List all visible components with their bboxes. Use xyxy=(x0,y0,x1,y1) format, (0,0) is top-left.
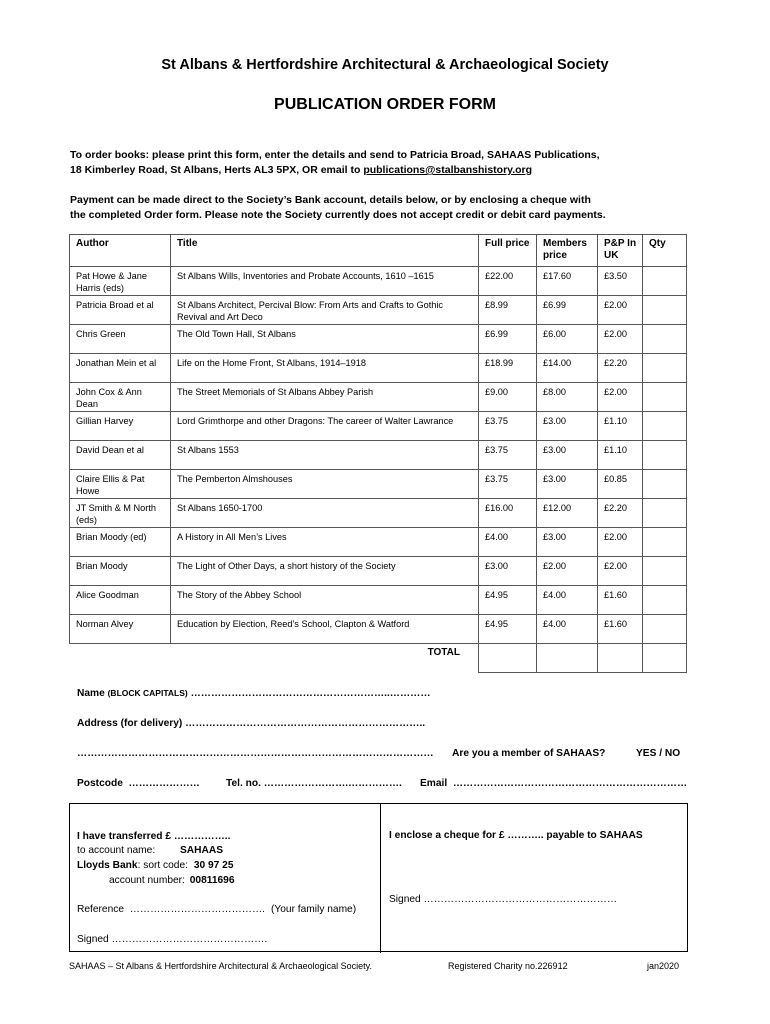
email-link[interactable]: publications@stalbanshistory.org xyxy=(363,164,533,176)
members-price-cell: £12.00 xyxy=(537,499,598,528)
pp-cell: £2.00 xyxy=(598,296,643,325)
full-price-cell: £3.75 xyxy=(479,412,537,441)
members-price-cell: £14.00 xyxy=(537,354,598,383)
pp-cell: £2.00 xyxy=(598,383,643,412)
pp-cell: £2.00 xyxy=(598,325,643,354)
to-account-label: to account name: xyxy=(77,845,156,856)
name-dots: …………………………………………………..………… xyxy=(190,688,431,699)
header-members-price: Members price xyxy=(537,235,598,267)
email-label: Email xyxy=(420,778,448,789)
table-header-row xyxy=(70,235,687,267)
tel-dots: …………………….……………. xyxy=(263,778,402,789)
full-price-cell: £3.75 xyxy=(479,470,537,499)
payment-line-1: Payment can be made direct to the Society’s Bank account, details below, or by enclosing a cheque with xyxy=(70,194,591,206)
instructions-line-1: To order books: please print this form, enter the details and send to Patricia Broad, SAHAAS Publications, xyxy=(70,149,600,161)
account-name-line xyxy=(77,845,223,856)
members-price-cell: £2.00 xyxy=(537,557,598,586)
qty-cell[interactable] xyxy=(643,615,687,644)
sort-code-line xyxy=(77,860,233,871)
title-cell: St Albans 1553 xyxy=(171,441,479,470)
members-price-cell: £3.00 xyxy=(537,441,598,470)
table-row xyxy=(70,557,687,586)
table-row xyxy=(70,470,687,499)
author-cell: JT Smith & M North (eds) xyxy=(70,499,171,528)
footer-society: SAHAAS – St Albans & Hertfordshire Architectural & Archaeological Society. xyxy=(69,961,372,971)
account-number-label: account number: xyxy=(109,875,185,886)
footer-date: jan2020 xyxy=(647,961,680,971)
members-price-cell: £6.00 xyxy=(537,325,598,354)
tel-label: Tel. no. xyxy=(226,778,261,789)
pp-cell: £2.00 xyxy=(598,528,643,557)
account-name: SAHAAS xyxy=(180,845,224,856)
footer-charity: Registered Charity no.226912 xyxy=(448,961,568,971)
members-price-cell: £8.00 xyxy=(537,383,598,412)
total-row xyxy=(70,644,687,673)
author-cell: Brian Moody xyxy=(70,557,171,586)
table-row xyxy=(70,528,687,557)
society-name: St Albans & Hertfordshire Architectural & Archaeological Society xyxy=(161,57,609,73)
payment-box-divider xyxy=(380,803,381,953)
reference-field[interactable] xyxy=(77,904,265,915)
title-cell: The Old Town Hall, St Albans xyxy=(171,325,479,354)
header-pp: P&P In UK xyxy=(598,235,643,267)
full-price-cell: £4.00 xyxy=(479,528,537,557)
table-row xyxy=(70,383,687,412)
qty-cell[interactable] xyxy=(643,354,687,383)
title-cell: Lord Grimthorpe and other Dragons: The career of Walter Lawrance xyxy=(171,412,479,441)
qty-cell[interactable] xyxy=(643,383,687,412)
pp-cell: £1.60 xyxy=(598,615,643,644)
total-qty-cell[interactable] xyxy=(643,644,687,673)
name-hint: (BLOCK CAPITALS) xyxy=(107,688,188,698)
family-name-hint: (Your family name) xyxy=(271,904,357,915)
reference-dots: …………………………………. xyxy=(129,904,265,915)
instructions-line-2 xyxy=(70,163,710,178)
pp-cell: £2.20 xyxy=(598,499,643,528)
bank-name: Lloyds Bank xyxy=(77,860,138,871)
author-cell: Gillian Harvey xyxy=(70,412,171,441)
title-cell: The Light of Other Days, a short history of the Society xyxy=(171,557,479,586)
members-price-cell: £4.00 xyxy=(537,615,598,644)
members-price-cell: £4.00 xyxy=(537,586,598,615)
full-price-cell: £3.75 xyxy=(479,441,537,470)
name-field[interactable] xyxy=(77,688,431,699)
payment-instructions xyxy=(70,193,710,223)
address-line-2[interactable]: …………………………………………………………………………………………… xyxy=(77,748,434,759)
email-dots: …………………………………………………………… xyxy=(452,778,688,789)
sort-code: 30 97 25 xyxy=(193,860,234,871)
form-title: PUBLICATION ORDER FORM xyxy=(274,96,496,113)
account-number-line xyxy=(109,875,235,886)
total-label: TOTAL xyxy=(427,647,460,658)
table-row xyxy=(70,441,687,470)
author-cell: Alice Goodman xyxy=(70,586,171,615)
full-price-cell: £16.00 xyxy=(479,499,537,528)
qty-cell[interactable] xyxy=(643,325,687,354)
qty-cell[interactable] xyxy=(643,557,687,586)
author-cell: Brian Moody (ed) xyxy=(70,528,171,557)
account-number: 00811696 xyxy=(189,875,235,886)
transfer-amount[interactable]: I have transferred £ …………….. xyxy=(77,831,231,842)
full-price-cell: £9.00 xyxy=(479,383,537,412)
header-full-price: Full price xyxy=(479,235,537,267)
title-cell: Education by Election, Reed’s School, Clapton & Watford xyxy=(171,615,479,644)
qty-cell[interactable] xyxy=(643,499,687,528)
reference-label: Reference xyxy=(77,904,125,915)
qty-cell[interactable] xyxy=(643,441,687,470)
title-cell: A History in All Men’s Lives xyxy=(171,528,479,557)
pp-cell: £2.20 xyxy=(598,354,643,383)
member-yes-no[interactable]: YES / NO xyxy=(636,748,681,759)
full-price-cell: £18.99 xyxy=(479,354,537,383)
members-price-cell: £3.00 xyxy=(537,470,598,499)
member-question: Are you a member of SAHAAS? xyxy=(452,748,606,759)
author-cell: John Cox & Ann Dean xyxy=(70,383,171,412)
author-cell: Pat Howe & Jane Harris (eds) xyxy=(70,267,171,296)
full-price-cell: £8.99 xyxy=(479,296,537,325)
table-row xyxy=(70,325,687,354)
author-cell: Claire Ellis & Pat Howe xyxy=(70,470,171,499)
signed-left[interactable]: Signed ………………………………………. xyxy=(77,934,268,945)
header-qty: Qty xyxy=(643,235,687,267)
title-cell: St Albans 1650-1700 xyxy=(171,499,479,528)
address-text: 18 Kimberley Road, St Albans, Herts AL3 5PX, OR email to xyxy=(70,164,364,176)
table-row xyxy=(70,499,687,528)
postcode-label: Postcode xyxy=(77,778,123,789)
author-cell: Norman Alvey xyxy=(70,615,171,644)
title-cell: St Albans Architect, Percival Blow: From Arts and Crafts to Gothic Revival and Art Deco xyxy=(171,296,479,325)
header-title: Title xyxy=(171,235,479,267)
qty-cell[interactable] xyxy=(643,470,687,499)
members-price-cell: £3.00 xyxy=(537,528,598,557)
title-cell: The Pemberton Almshouses xyxy=(171,470,479,499)
postcode-field[interactable] xyxy=(77,778,200,789)
payment-line-2: the completed Order form. Please note the Society currently does not accept credit or debit card payments. xyxy=(70,209,606,221)
author-cell: David Dean et al xyxy=(70,441,171,470)
full-price-cell: £6.99 xyxy=(479,325,537,354)
author-cell: Chris Green xyxy=(70,325,171,354)
pp-cell: £0.85 xyxy=(598,470,643,499)
qty-cell[interactable] xyxy=(643,267,687,296)
sort-code-label: : sort code: xyxy=(137,860,188,871)
title-cell: St Albans Wills, Inventories and Probate Accounts, 1610 –1615 xyxy=(171,267,479,296)
address-field[interactable] xyxy=(77,718,425,729)
pp-cell: £1.10 xyxy=(598,412,643,441)
title-cell: Life on the Home Front, St Albans, 1914–1918 xyxy=(171,354,479,383)
order-table xyxy=(69,234,687,673)
table-row xyxy=(70,267,687,296)
total-full-price-cell[interactable] xyxy=(479,644,537,673)
members-price-cell: £6.99 xyxy=(537,296,598,325)
qty-cell[interactable] xyxy=(643,296,687,325)
signed-right[interactable]: Signed ………………………………………………… xyxy=(389,894,618,905)
qty-cell[interactable] xyxy=(643,528,687,557)
members-price-cell: £3.00 xyxy=(537,412,598,441)
pp-cell: £2.00 xyxy=(598,557,643,586)
full-price-cell: £4.95 xyxy=(479,586,537,615)
pp-cell: £1.60 xyxy=(598,586,643,615)
author-cell: Jonathan Mein et al xyxy=(70,354,171,383)
title-cell: The Story of the Abbey School xyxy=(171,586,479,615)
email-field[interactable] xyxy=(420,778,687,789)
table-row xyxy=(70,296,687,325)
pp-cell: £1.10 xyxy=(598,441,643,470)
table-row xyxy=(70,615,687,644)
full-price-cell: £4.95 xyxy=(479,615,537,644)
address-label: Address (for delivery) xyxy=(77,718,183,729)
title-cell: The Street Memorials of St Albans Abbey Parish xyxy=(171,383,479,412)
members-price-cell: £17.60 xyxy=(537,267,598,296)
table-row xyxy=(70,412,687,441)
address-dots: …………………………………………………………….. xyxy=(185,718,426,729)
qty-cell[interactable] xyxy=(643,412,687,441)
name-label: Name xyxy=(77,688,105,699)
cheque-line[interactable]: I enclose a cheque for £ ……….. payable to SAHAAS xyxy=(389,830,643,841)
full-price-cell: £3.00 xyxy=(479,557,537,586)
qty-cell[interactable] xyxy=(643,586,687,615)
table-row xyxy=(70,354,687,383)
table-row xyxy=(70,586,687,615)
order-instructions xyxy=(70,148,710,178)
header-author: Author xyxy=(70,235,171,267)
author-cell: Patricia Broad et al xyxy=(70,296,171,325)
pp-cell: £3.50 xyxy=(598,267,643,296)
postcode-dots: ………………… xyxy=(128,778,200,789)
full-price-cell: £22.00 xyxy=(479,267,537,296)
total-members-price-cell[interactable] xyxy=(537,644,598,673)
total-pp-cell[interactable] xyxy=(598,644,643,673)
tel-field[interactable] xyxy=(226,778,402,789)
